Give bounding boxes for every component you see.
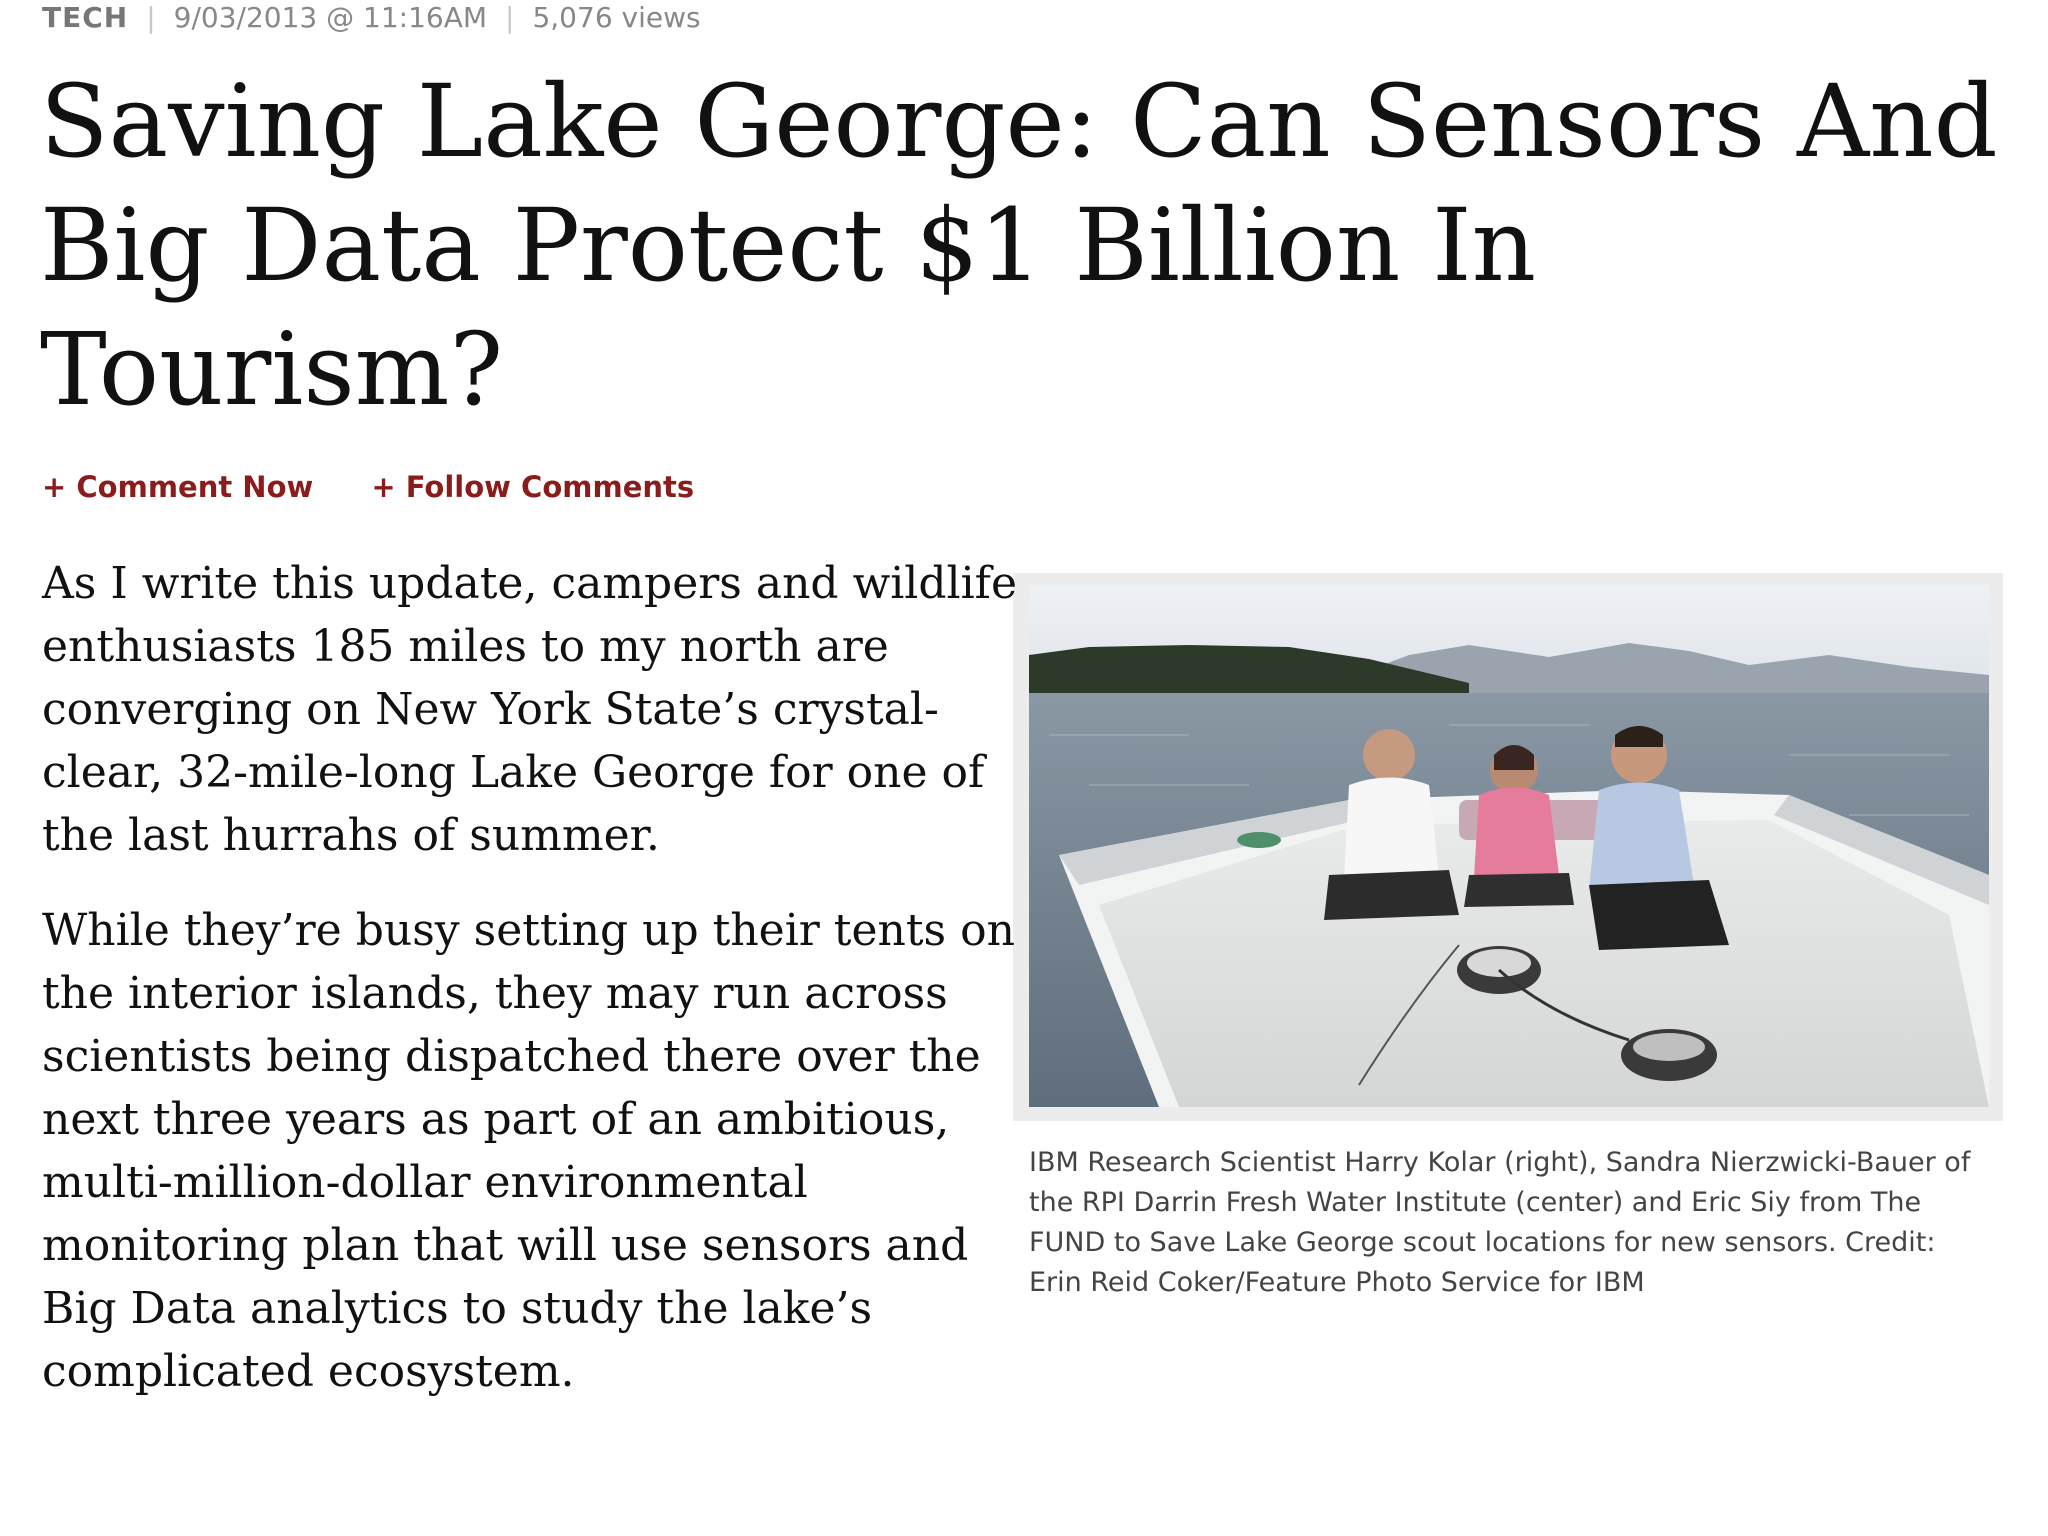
article-meta [42, 0, 701, 36]
view-count: 5,076 views [532, 1, 701, 34]
lake-boat-photo [1029, 585, 1989, 1107]
article-figure [1013, 573, 2003, 1303]
section-label[interactable]: TECH [42, 1, 129, 34]
body-paragraph: As I write this update, campers and wildlife enthusiasts 185 miles to my north are converging on New York State’s crystal-clear, 32-mile-long Lake George for one of the last hurrahs of summer. [42, 558, 1018, 861]
comment-now-link[interactable]: + Comment Now [42, 470, 314, 504]
photo-caption: IBM Research Scientist Harry Kolar (right), Sandra Nierzwicki-Bauer of the RPI Darrin Fresh Water Institute (center) and Eric Siy from The FUND to Save Lake George scout locations for new sensors. Credit: Erin Reid Coker/Feature Photo Service for IBM [1029, 1147, 1971, 1298]
meta-divider: | [146, 1, 156, 34]
publish-datetime: 9/03/2013 @ 11:16AM [173, 1, 488, 34]
article-body [42, 552, 1042, 1435]
photo-frame [1013, 573, 2003, 1121]
body-paragraph: While they’re busy setting up their tents on the interior islands, they may run across scientists being dispatched there over the next three years as part of an ambitious, multi-million-dollar environmental monitoring plan that will use sensors and Big Data analytics to study the lake’s complicated ecosystem. [42, 905, 1015, 1397]
follow-comments-link[interactable]: + Follow Comments [371, 470, 695, 504]
article-headline: Saving Lake George: Can Sensors And Big Data Protect $1 Billion In Tourism? [40, 63, 1998, 428]
comment-actions [42, 470, 742, 504]
meta-divider: | [505, 1, 515, 34]
